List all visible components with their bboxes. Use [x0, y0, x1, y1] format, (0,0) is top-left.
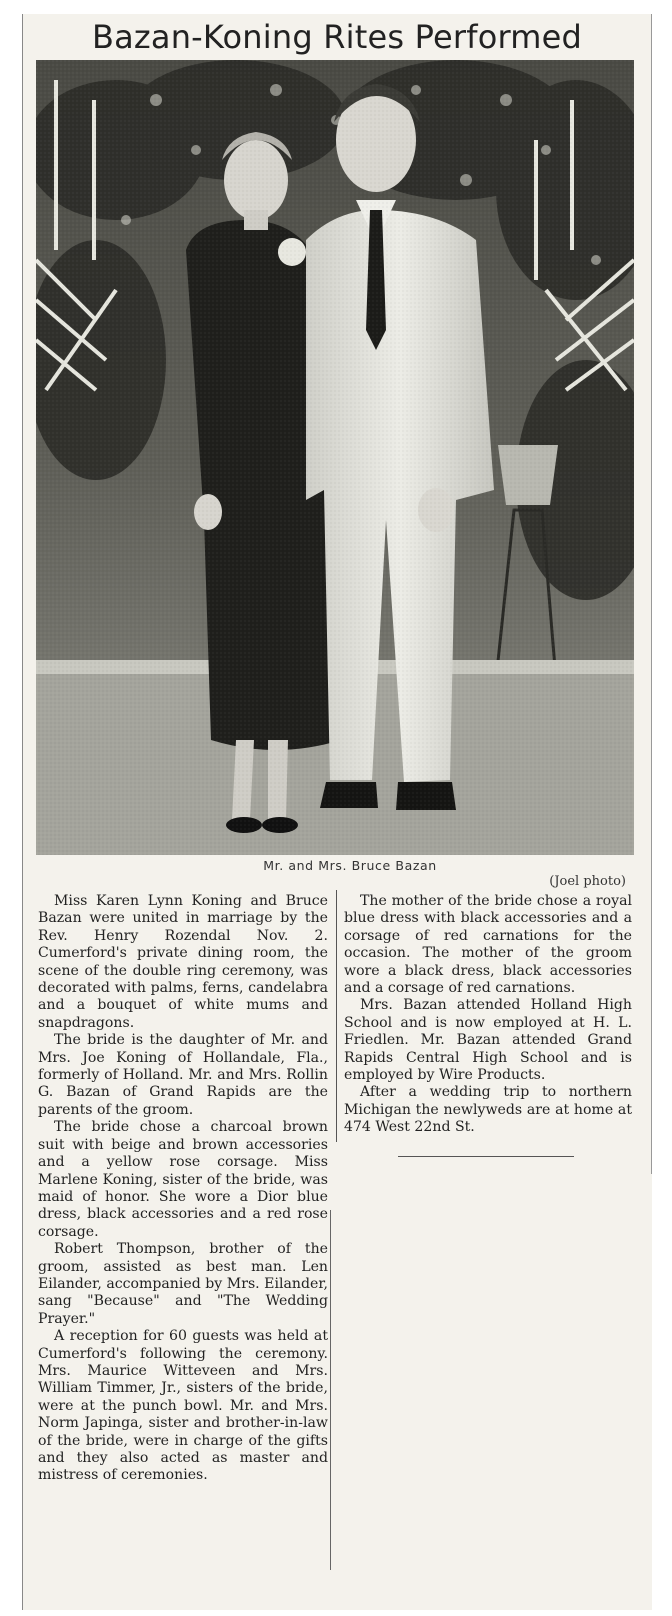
end-rule [398, 1156, 574, 1157]
paragraph: Miss Karen Lynn Koning and Bruce Bazan were united in marriage by the Rev. Henry Rozendal Nov. 2. Cumerford's private dining room, the scene of the double ring ceremony, was decorated with palms, ferns, candelabra and a bouquet of white mums and snapdragons. [38, 893, 328, 1031]
wedding-photo [36, 60, 634, 855]
paragraph: The bride is the daughter of Mr. and Mrs. Joe Koning of Hollandale, Fla., formerly of Holland. Mr. and Mrs. Rollin G. Bazan of Grand Rapids are the parents of the groom. [38, 1032, 328, 1118]
paragraph: Mrs. Bazan attended Holland High School and is now employed at H. L. Friedlen. Mr. Bazan attended Grand Rapids Central High School and is employed by Wire Products. [344, 997, 632, 1084]
clipping-edge-left [22, 14, 23, 1610]
paragraph: The bride chose a charcoal brown suit with beige and brown accessories and a yellow rose corsage. Miss Marlene Koning, sister of the bride, was maid of honor. She wore a Dior blue dress, black accessories and a red rose corsage. [38, 1119, 328, 1240]
clipping-edge-right [651, 14, 652, 1174]
photo-caption: Mr. and Mrs. Bruce Bazan [263, 858, 437, 873]
paragraph: Robert Thompson, brother of the groom, assisted as best man. Len Eilander, accompanied by Mrs. Eilander, sang "Because" and "The Wedding Prayer." [38, 1241, 328, 1327]
column-divider-lower [330, 1210, 331, 1570]
column-divider [336, 890, 337, 1142]
paragraph: The mother of the bride chose a royal blue dress with black accessories and a corsage of red carnations for the occasion. The mother of the groom wore a black dress, black accessories and a corsage of red carnations. [344, 893, 632, 997]
paragraph: After a wedding trip to northern Michigan the newlyweds are at home at 474 West 22nd St. [344, 1084, 632, 1136]
article-column-2 [344, 893, 632, 1137]
photo-credit: (Joel photo) [549, 874, 626, 889]
headline: Bazan-Koning Rites Performed [91, 18, 583, 56]
paragraph: A reception for 60 guests was held at Cumerford's following the ceremony. Mrs. Maurice Witteveen and Mrs. William Timmer, Jr., sisters of the bride, were at the punch bowl. Mr. and Mrs. Norm Japinga, sister and brother-in-law of the bride, were in charge of the gifts and they also acted as master and mistress of ceremonies. [38, 1328, 328, 1484]
article-column-1 [38, 893, 328, 1485]
wedding-photo-illustration [36, 60, 634, 855]
